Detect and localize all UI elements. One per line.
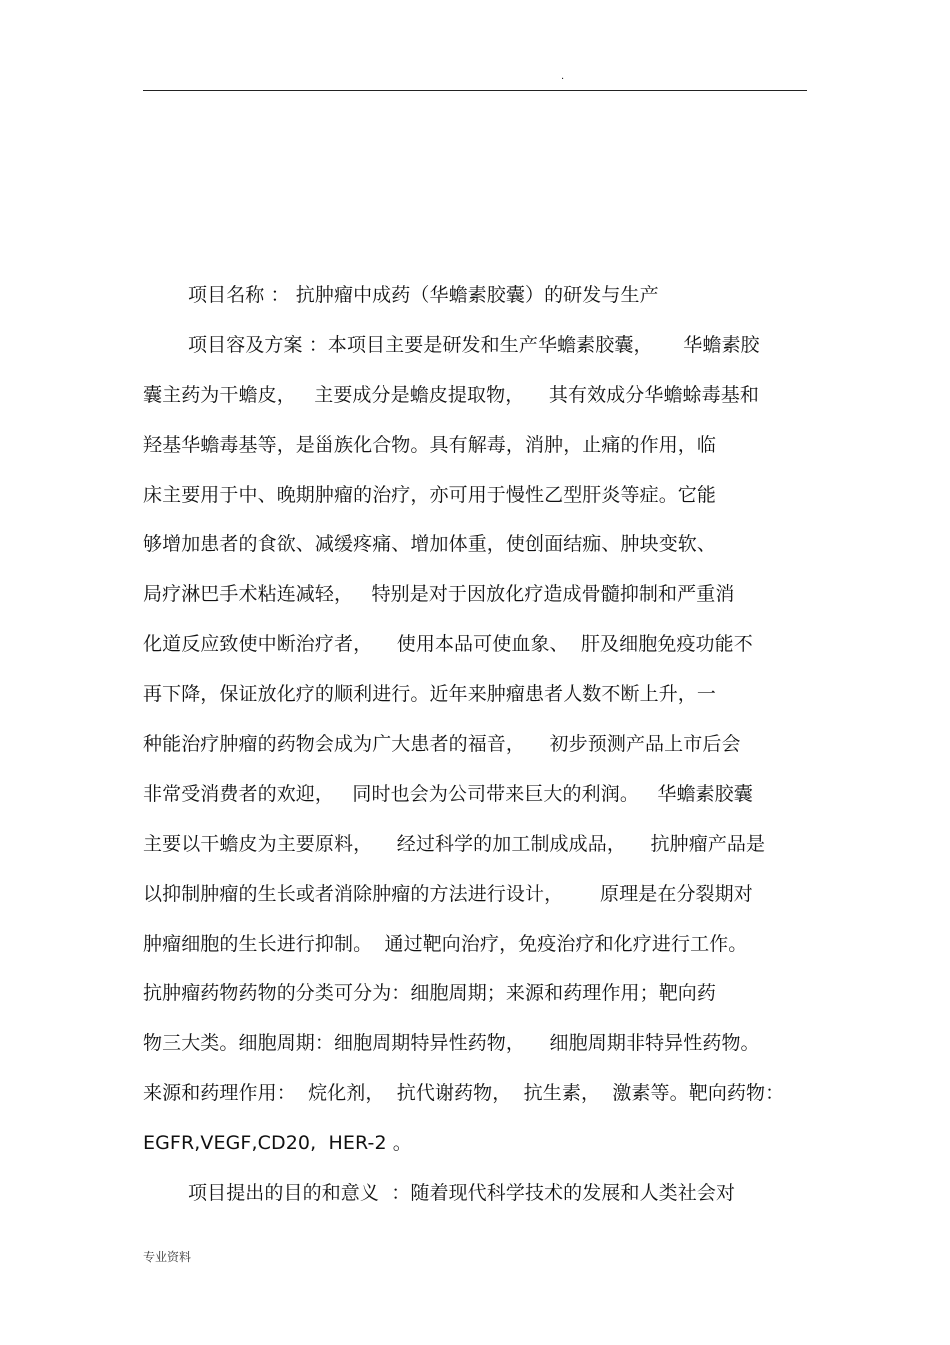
paragraph-line: 种能治疗肿瘤的药物会成为广大患者的福音， 初步预测产品上市后会 xyxy=(143,733,741,756)
paragraph-line: 物三大类。细胞周期：细胞周期特异性药物， 细胞周期非特异性药物。 xyxy=(143,1032,760,1055)
document-body xyxy=(143,278,807,1226)
paragraph-line: 抗肿瘤药物药物的分类可分为：细胞周期；来源和药理作用；靶向药 xyxy=(143,982,717,1005)
paragraph-line: 化道反应致使中断治疗者， 使用本品可使血象、 肝及细胞免疫功能不 xyxy=(143,633,753,656)
header-mark: . xyxy=(561,71,565,82)
section-heading-line: 项目提出的目的和意义 ：随着现代科学技术的发展和人类社会对 xyxy=(188,1182,736,1205)
paragraph-line: 项目容及方案 ：本项目主要是研发和生产华蟾素胶囊， 华蟾素胶 xyxy=(188,333,760,356)
paragraph-line: 羟基华蟾毒基等，是甾族化合物。具有解毒，消肿，止痛的作用，临 xyxy=(143,433,717,456)
footer-label: 专业资料 xyxy=(143,1250,192,1264)
paragraph-line: 非常受消费者的欢迎， 同时也会为公司带来巨大的利润。 华蟾素胶囊 xyxy=(143,782,753,805)
paragraph-line: 再下降，保证放化疗的顺利进行。近年来肿瘤患者人数不断上升，一 xyxy=(143,683,717,706)
paragraph-line: EGFR,VEGF,CD20, HER-2 。 xyxy=(143,1132,412,1155)
paragraph-line: 床主要用于中、晚期肿瘤的治疗，亦可用于慢性乙型肝炎等症。它能 xyxy=(143,483,717,506)
project-name-line: 项目名称 ： 抗肿瘤中成药（华蟾素胶囊）的研发与生产 xyxy=(188,284,659,306)
paragraph-line: 肿瘤细胞的生长进行抑制。 通过靶向治疗，免疫治疗和化疗进行工作。 xyxy=(143,932,748,955)
paragraph-line: 局疗淋巴手术粘连减轻， 特别是对于因放化疗造成骨髓抑制和严重消 xyxy=(143,583,735,606)
paragraph-line: 来源和药理作用： 烷化剂， 抗代谢药物， 抗生素， 激素等。靶向药物： xyxy=(143,1082,785,1105)
paragraph-line: 囊主药为干蟾皮， 主要成分是蟾皮提取物， 其有效成分华蟾蜍毒基和 xyxy=(143,383,759,406)
paragraph-line: 以抑制肿瘤的生长或者消除肿瘤的方法进行设计， 原理是在分裂期对 xyxy=(143,882,753,905)
paragraph-line: 够增加患者的食欲、减缓疼痛、增加体重，使创面结痂、肿块变软、 xyxy=(143,533,717,556)
paragraph-line: 主要以干蟾皮为主要原料， 经过科学的加工制成成品， 抗肿瘤产品是 xyxy=(143,832,766,855)
header-rule xyxy=(143,90,807,91)
